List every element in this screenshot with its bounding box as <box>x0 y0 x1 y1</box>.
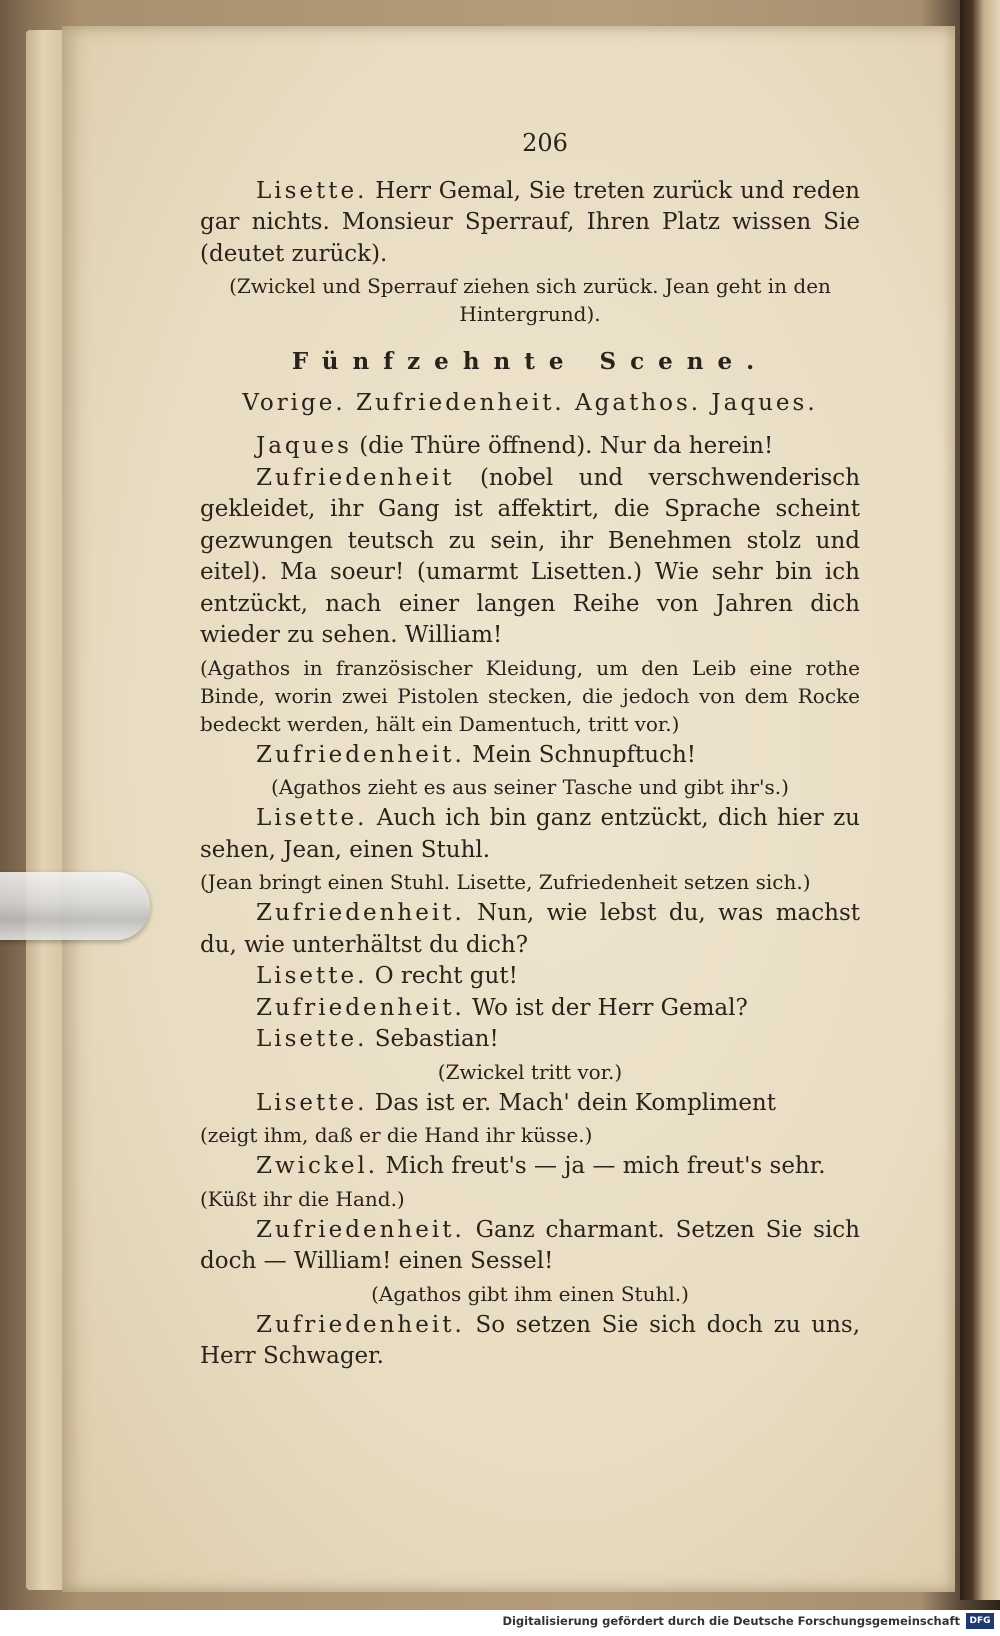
speech-block <box>200 740 860 772</box>
page-text <box>200 128 860 1373</box>
speaker: Zwickel. <box>256 1153 379 1179</box>
speaker: Zufriedenheit <box>256 464 455 491</box>
scene-cast: Vorige. Zufriedenheit. Agathos. Jaques. <box>242 389 818 416</box>
speaker: Zufriedenheit. <box>256 900 465 926</box>
speech-text: Auch ich bin ganz entzückt, dich hier zu sehen, Jean, einen Stuhl. <box>200 805 860 863</box>
speaker: Lisette. <box>256 177 368 204</box>
stage-direction: (Agathos zieht es aus seiner Tasche und gibt ihr's.) <box>271 775 789 799</box>
speech-text: Ganz charmant. Setzen Sie sich doch — William! einen Sessel! <box>200 1216 860 1274</box>
speech-block <box>200 1215 860 1278</box>
speech-block <box>200 993 860 1025</box>
speech-text: Nun, wie lebst du, was machst du, wie unterhältst du dich? <box>200 900 860 958</box>
speech-block <box>200 176 860 271</box>
stage-direction: (Küßt ihr die Hand.) <box>200 1186 405 1211</box>
speaker: Lisette. <box>256 1026 368 1052</box>
speech-text: Wo ist der Herr Gemal? <box>472 994 748 1021</box>
stage-direction: (Zwickel tritt vor.) <box>437 1059 623 1084</box>
speaker: Lisette. <box>256 963 368 989</box>
speech-block <box>200 1151 860 1183</box>
page-clip <box>0 872 150 940</box>
speech-text: (nobel und verschwenderisch gekleidet, ihr Gang ist affektirt, die Sprache scheint gezwungen teutsch zu sein, ihr Benehmen stolz und eitel). Ma soeur! (umarmt Lisetten.) Wie sehr bin ich entzückt, nach einer langen Reihe von Jahren dich wieder zu sehen. William! <box>200 464 861 648</box>
speaker: Zufriedenheit. <box>256 741 465 768</box>
speech-text: (die Thüre öffnend). Nur da herein! <box>359 433 774 459</box>
stage-direction: (Zwickel und Sperrauf ziehen sich zurück. Jean geht in den Hintergrund). <box>229 274 831 326</box>
dfg-logo-icon: DFG <box>966 1613 994 1629</box>
binding-edge <box>960 0 1000 1600</box>
speech-block <box>200 961 860 993</box>
speech-text: Mich freut's — ja — mich freut's sehr. <box>385 1153 826 1179</box>
scene-heading: Fünfzehnte Scene. <box>291 348 769 375</box>
speaker: Jaques <box>256 433 352 459</box>
footer-bar <box>0 1610 1000 1636</box>
speech-text: Das ist er. Mach' dein Kompliment <box>374 1089 776 1116</box>
speaker: Lisette. <box>256 805 368 831</box>
speech-text: Sebastian! <box>374 1026 499 1052</box>
stage-direction: (zeigt ihm, daß er die Hand ihr küsse.) <box>200 1123 593 1147</box>
speech-block <box>200 803 860 866</box>
speech-block <box>200 463 860 652</box>
speaker: Lisette. <box>256 1089 368 1116</box>
speech-block <box>200 431 860 463</box>
speaker: Zufriedenheit. <box>256 1311 465 1338</box>
stage-direction: (Agathos gibt ihm einen Stuhl.) <box>371 1281 689 1306</box>
speech-text: O recht gut! <box>374 963 518 989</box>
speaker: Zufriedenheit. <box>256 994 465 1021</box>
footer-credit: Digitalisierung gefördert durch die Deutsche Forschungsgemeinschaft <box>502 1614 960 1628</box>
speech-text: Herr Gemal, Sie treten zurück und reden gar nichts. Monsieur Sperrauf, Ihren Platz wissen Sie (deutet zurück). <box>200 177 861 267</box>
page-number: 206 <box>522 129 568 157</box>
speaker: Zufriedenheit. <box>256 1216 465 1243</box>
stage-direction: (Jean bringt einen Stuhl. Lisette, Zufriedenheit setzen sich.) <box>200 870 811 894</box>
speech-block <box>200 1310 860 1373</box>
speech-block <box>200 1024 860 1056</box>
speech-text: So setzen Sie sich doch zu uns, Herr Schwager. <box>200 1311 861 1369</box>
stage-direction: (Agathos in französischer Kleidung, um den Leib eine rothe Binde, worin zwei Pistolen stecken, die jedoch von dem Rocke bedeckt werden, hält ein Damentuch, tritt vor.) <box>200 655 860 736</box>
speech-text: Mein Schnupftuch! <box>472 741 697 768</box>
speech-block <box>200 1088 860 1120</box>
speech-block <box>200 898 860 961</box>
